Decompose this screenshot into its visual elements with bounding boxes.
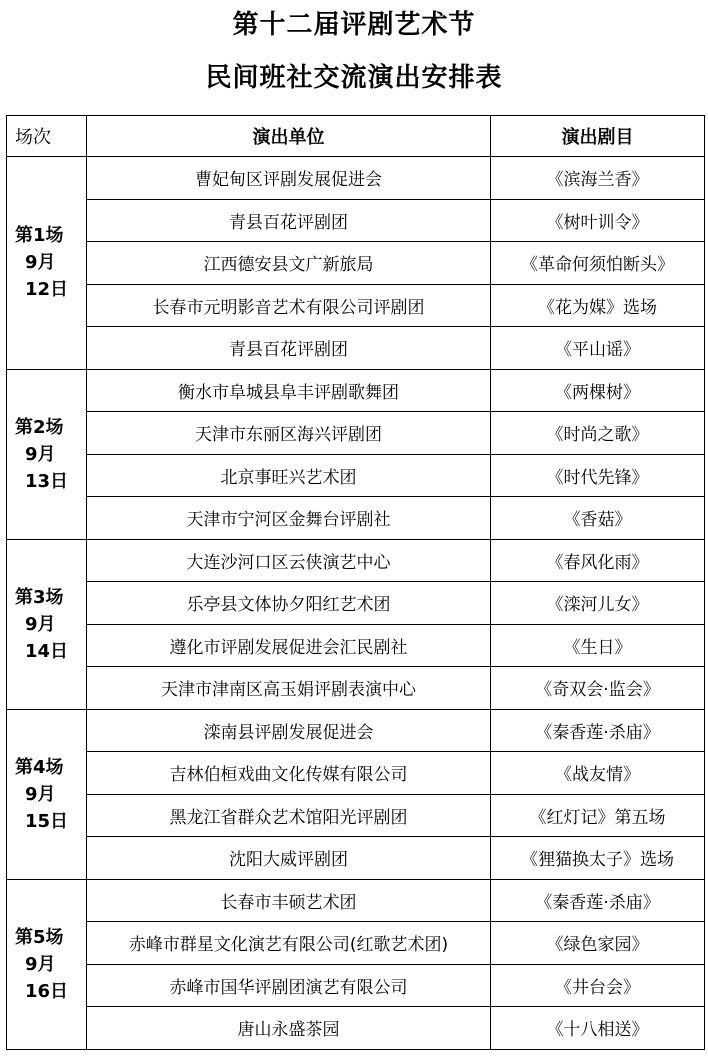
unit-cell: 青县百花评剧团 (87, 199, 491, 242)
table-row (7, 199, 705, 242)
session-name: 第3场 (15, 586, 64, 608)
play-cell: 《春风化雨》 (491, 539, 705, 582)
unit-cell: 青县百花评剧团 (87, 327, 491, 370)
session-name: 第4场 (15, 756, 64, 778)
session-cell (7, 369, 87, 539)
play-cell: 《时尚之歌》 (491, 412, 705, 455)
unit-cell: 衡水市阜城县阜丰评剧歌舞团 (87, 369, 491, 412)
play-cell: 《时代先锋》 (491, 454, 705, 497)
play-cell: 《革命何须怕断头》 (491, 242, 705, 285)
session-cell (7, 709, 87, 879)
table-row (7, 157, 705, 200)
table-row (7, 922, 705, 965)
table-row (7, 964, 705, 1007)
play-cell: 《花为媒》选场 (491, 284, 705, 327)
unit-cell: 吉林伯桓戏曲文化传媒有限公司 (87, 752, 491, 795)
table-header-row (7, 116, 705, 157)
unit-cell: 黑龙江省群众艺术馆阳光评剧团 (87, 794, 491, 837)
table-row (7, 242, 705, 285)
session-name: 第2场 (15, 416, 64, 438)
session-day: 13日 (25, 470, 69, 492)
session-day: 15日 (25, 810, 69, 832)
table-row (7, 752, 705, 795)
header-session: 场次 (7, 116, 87, 157)
unit-cell: 北京事旺兴艺术团 (87, 454, 491, 497)
session-day: 16日 (25, 980, 69, 1002)
session-month: 9月 (25, 252, 56, 274)
session-cell (7, 879, 87, 1049)
table-row (7, 284, 705, 327)
header-unit: 演出单位 (87, 116, 491, 157)
unit-cell: 唐山永盛茶园 (87, 1007, 491, 1050)
unit-cell: 长春市元明影音艺术有限公司评剧团 (87, 284, 491, 327)
page-subtitle: 民间班社交流演出安排表 (205, 63, 503, 93)
unit-cell: 滦南县评剧发展促进会 (87, 709, 491, 752)
play-cell: 《树叶训令》 (491, 199, 705, 242)
table-row (7, 879, 705, 922)
unit-cell: 赤峰市群星文化演艺有限公司(红歌艺术团) (87, 922, 491, 965)
play-cell: 《滨海兰香》 (491, 157, 705, 200)
unit-cell: 乐亭县文体协夕阳红艺术团 (87, 582, 491, 625)
table-row (7, 1007, 705, 1050)
unit-cell: 沈阳大威评剧团 (87, 837, 491, 880)
table-row (7, 412, 705, 455)
unit-cell: 天津市津南区高玉娟评剧表演中心 (87, 667, 491, 710)
table-row (7, 794, 705, 837)
session-month: 9月 (25, 953, 56, 975)
table-row (7, 327, 705, 370)
table-row (7, 582, 705, 625)
play-cell: 《十八相送》 (491, 1007, 705, 1050)
table-row (7, 497, 705, 540)
play-cell: 《绿色家园》 (491, 922, 705, 965)
session-month: 9月 (25, 783, 56, 805)
session-name: 第1场 (15, 225, 64, 247)
play-cell: 《两棵树》 (491, 369, 705, 412)
play-cell: 《秦香莲·杀庙》 (491, 879, 705, 922)
play-cell: 《红灯记》第五场 (491, 794, 705, 837)
table-body (7, 157, 705, 1050)
unit-cell: 曹妃甸区评剧发展促进会 (87, 157, 491, 200)
session-day: 12日 (25, 279, 69, 301)
session-name: 第5场 (15, 926, 64, 948)
table-row (7, 624, 705, 667)
table-row (7, 454, 705, 497)
unit-cell: 遵化市评剧发展促进会汇民剧社 (87, 624, 491, 667)
play-cell: 《平山谣》 (491, 327, 705, 370)
schedule-table (6, 115, 705, 1050)
unit-cell: 天津市东丽区海兴评剧团 (87, 412, 491, 455)
session-cell (7, 539, 87, 709)
unit-cell: 大连沙河口区云侠演艺中心 (87, 539, 491, 582)
table-row (7, 837, 705, 880)
session-day: 14日 (25, 640, 69, 662)
header-play: 演出剧目 (491, 116, 705, 157)
play-cell: 《香菇》 (491, 497, 705, 540)
unit-cell: 天津市宁河区金舞台评剧社 (87, 497, 491, 540)
play-cell: 《秦香莲·杀庙》 (491, 709, 705, 752)
table-row (7, 369, 705, 412)
play-cell: 《狸猫换太子》选场 (491, 837, 705, 880)
session-cell (7, 157, 87, 370)
play-cell: 《滦河儿女》 (491, 582, 705, 625)
table-row (7, 539, 705, 582)
session-month: 9月 (25, 443, 56, 465)
play-cell: 《奇双会·监会》 (491, 667, 705, 710)
table-row (7, 709, 705, 752)
session-month: 9月 (25, 613, 56, 635)
play-cell: 《井台会》 (491, 964, 705, 1007)
page-title: 第十二届评剧艺术节 (232, 10, 476, 40)
table-row (7, 667, 705, 710)
unit-cell: 长春市丰硕艺术团 (87, 879, 491, 922)
unit-cell: 赤峰市国华评剧团演艺有限公司 (87, 964, 491, 1007)
unit-cell: 江西德安县文广新旅局 (87, 242, 491, 285)
play-cell: 《战友情》 (491, 752, 705, 795)
play-cell: 《生日》 (491, 624, 705, 667)
